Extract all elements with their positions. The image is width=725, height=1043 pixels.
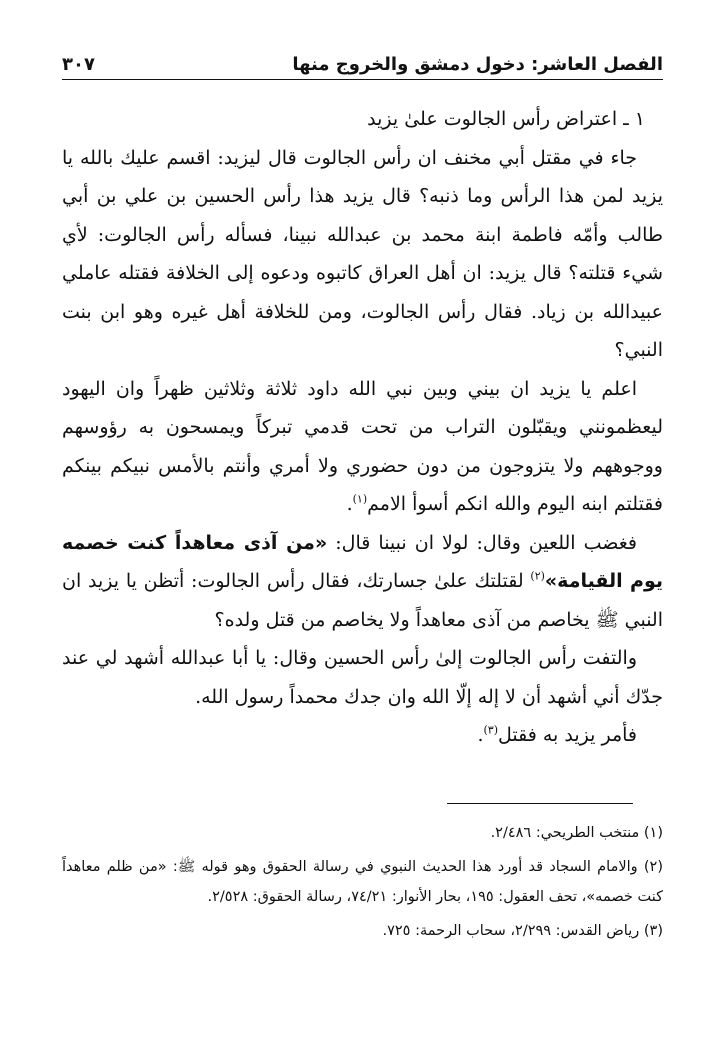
paragraph-1-text: جاء في مقتل أبي مخنف ان رأس الجالوت قال ليزيد: اقسم عليك بالله يا يزيد لمن هذا الرأس وما ذنبه؟ قال يزيد هذا رأس الحسين بن علي بن أبي طالب وأمّه فاطمة ابنة محمد بن عبدالله نبينا، فسأله رأس الجالوت: لأي شيء قتلته؟ قال يزيد: ان أهل العراق كاتبوه ودعوه إلى الخلافة فقتله عاملي عبيدالله بن زياد. فقال رأس الجالوت، ومن للخلافة أهل غيره وهو ابن بنت النبي؟ [62, 146, 663, 361]
footnote-3: (٣) رياض القدس: ٢/٢٩٩، سحاب الرحمة: ٧٢٥. [382, 923, 663, 939]
paragraph-5: فأمر يزيد به فقتل$^{(٣)}$. [477, 723, 637, 746]
footnote-ref-1[interactable]: (١) [352, 492, 368, 506]
footnote-ref-2[interactable]: (٢) [530, 569, 545, 583]
page-number: ٣٠٧ [62, 54, 95, 75]
hadith-quote: «من آذى معاهداً كنت خصمه يوم القيامة» [62, 531, 664, 592]
paragraph-2: اعلم يا يزيد ان بيني وبين نبي الله داود ثلاثة وثلاثين ظهراً وان اليهود ليعظمونني ويقبّلون التراب من تحت قدمي تبركاً ويمسحون به رؤوسهم ووجوههم ولا يتزوجون من دون حضوري ولا أمري وأنتم بالأمس نبيكم بينكم فقتلتم ابنه اليوم والله انكم أسوأ الامم$^{(١)}$. [62, 377, 663, 515]
section-title: ١ ـ اعتراض رأس الجالوت علىٰ يزيد [367, 108, 645, 130]
paragraph-1 [62, 139, 663, 370]
chapter-title: الفصل العاشر: دخول دمشق والخروج منها [292, 54, 663, 75]
running-header [62, 44, 663, 80]
footnotes [62, 818, 663, 950]
paragraph-4: والتفت رأس الجالوت إلىٰ رأس الحسين وقال: يا أبا عبدالله أشهد لي عند جدّك أني أشهد أن لا إله إلّا الله وان جدك محمداً رسول الله. [62, 647, 663, 708]
main-text [62, 100, 663, 755]
paragraph-3 [62, 524, 663, 640]
paragraph-3-intro: فغضب اللعين وقال: لولا ان نبينا قال: [327, 531, 637, 554]
footnote-1: (١) منتخب الطريحي: ٢/٤٨٦. [490, 825, 663, 841]
footnote-divider [447, 803, 633, 804]
paragraph-3-rest: لقتلتك علىٰ جسارتك، فقال رأس الجالوت: أتظن يا يزيد ان النبي ﷺ يخاصم من آذى معاهداً ولا يخاصم من قتل ولده؟ [62, 570, 663, 631]
paragraph-2-text: اعلم يا يزيد ان بيني وبين نبي الله داود ثلاثة وثلاثين ظهراً وان اليهود ليعظمونني ويقبّلون التراب من تحت قدمي تبركاً ويمسحون به رؤوسهم ووجوههم ولا يتزوجون من دون حضوري ولا أمري وأنتم بالأمس نبيكم بينكم فقتلتم ابنه اليوم والله انكم أسوأ الامم [62, 377, 663, 515]
paragraph-5-text: فأمر يزيد به فقتل [498, 724, 637, 746]
footnote-ref-3[interactable]: (٣) [483, 723, 499, 737]
footnote-2: (٢) والامام السجاد قد أورد هذا الحديث النبوي في رسالة الحقوق وهو قوله ﷺ: «من ظلم معاهداً كنت خصمه»، تحف العقول: ١٩٥، بحار الأنوار: ٧٤/٢١، رسالة الحقوق: ٢/٥٢٨. [62, 859, 663, 905]
